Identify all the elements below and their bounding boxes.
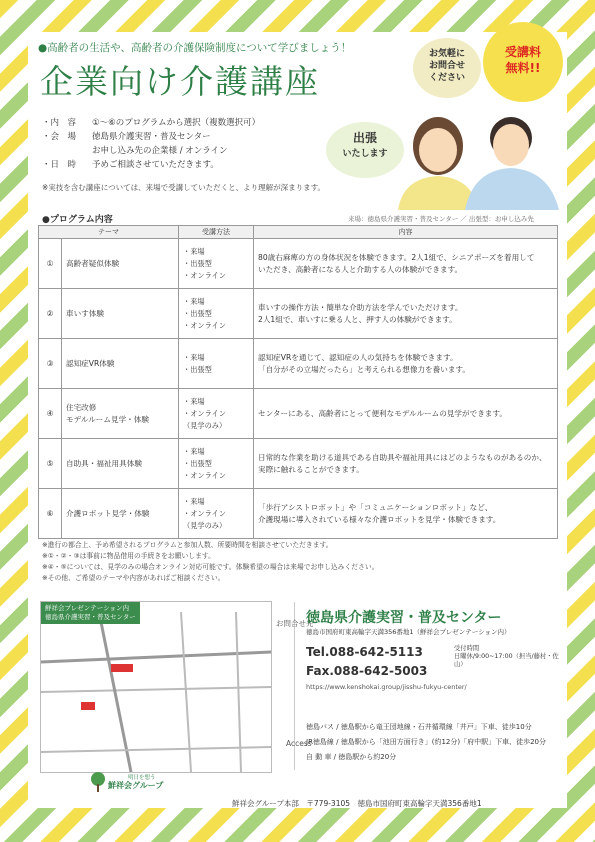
website-link[interactable]: https://www.kenshokai.group/jisshu-fukyu-center/ — [306, 683, 467, 691]
fax-number: Fax.088-642-5003 — [306, 664, 428, 678]
center-name: 徳島県介護実習・普及センター — [306, 610, 502, 626]
access-map — [40, 601, 272, 773]
phone-number[interactable]: Tel.088-642-5113 — [306, 645, 423, 659]
course-info: ・内 容 ①～⑥のプログラムから選択（複数選択可） ・会 場 徳島県介護実習・普及センター お申し込み先の企業様 / オンライン ・日 時 予めご相談させていただきます。 — [42, 118, 261, 170]
contact-label: お問合せ先 — [276, 619, 314, 628]
tree-logo-icon — [90, 772, 106, 792]
flyer-sheet — [28, 32, 567, 808]
table-row: ④ 住宅改修 モデルルーム見学・体験 ・来場 ・オンライン （見学のみ） センターにある、高齢者にとって便利なモデルルームの見学ができます。 — [39, 389, 558, 439]
access-label: Access — [286, 739, 312, 748]
office-hours: 受付時間 日曜休/9:00~17:00（担当/藤村・佐山） — [454, 645, 559, 668]
page-title: 企業向け介護講座 — [40, 62, 320, 101]
group-logo: 鮮祥会グループ — [108, 781, 164, 790]
contact-bubble: お気軽に お問合せ ください — [413, 38, 481, 98]
table-row: ① 高齢者疑似体験 ・来場 ・出張型 ・オンライン 80歳右麻痺の方の身体状況を体験できます。2人1組で、シニアポーズを着用して いただき、高齢者になる人と介助する人の体験ができます。 — [39, 239, 558, 289]
dispatch-bubble: 出張 いたします — [326, 122, 404, 178]
table-row: ② 車いす体験 ・来場 ・出張型 ・オンライン 車いすの操作方法・簡単な介助方法を学んでいただけます。 2人1組で、車いすに乗る人と、押す人の体験ができます。 — [39, 289, 558, 339]
map-label: 鮮祥会プレゼンテーション内 徳島県介護実習・普及センター — [41, 602, 140, 624]
people-illustration — [393, 100, 565, 210]
lead-text: ●高齢者の生活や、高齢者の介護保険制度について学びましょう！ — [38, 42, 352, 54]
program-table — [38, 225, 558, 539]
table-header-row: テーマ 受講方法 内容 — [39, 226, 558, 239]
info-note: ※実技を含む講座については、来場で受講していただくと、より理解が深まります。 — [42, 183, 326, 192]
center-address: 徳島市国府町東高輪字天満356番地1（鮮祥会プレゼンテーション内） — [306, 628, 511, 636]
access-info: 徳島バス / 徳島駅から竜王団地線・石井循環線「井戸」下車、徒歩10分 JR徳島線 / 徳島駅から「池田方面行き」(約12分)「府中駅」下車、徒歩20分 自 動 車 / 徳島駅から約20分 — [306, 723, 547, 761]
program-heading: ●プログラム内容 — [42, 215, 113, 225]
headquarters-address: 鮮祥会グループ本部 〒779-3105 徳島市国府町東高輪字天満356番地1 — [232, 799, 482, 808]
table-row: ⑤ 自助具・福祉用具体験 ・来場 ・出張型 ・オンライン 日常的な作業を助ける道具である自助具や福祉用具にはどのようなものがあるのか、実際に触れることができます。 — [39, 439, 558, 489]
map-roads — [41, 602, 271, 772]
logo-tagline: 明日を想う — [128, 775, 156, 781]
table-row: ③ 認知症VR体験 ・来場 ・出張型 認知症VRを通じて、認知症の人の気持ちを体験できます。 「自分がその立場だったら」と考えられる想像力を養います。 — [39, 339, 558, 389]
footnotes: ※進行の都合上、予め希望されるプログラムと参加人数、所要時間を相談させていただきます。 ※①・②・③は事前に物品借用の手続きをお願いします。 ※④・⑤については、見学のみの場合オンライン対応可能です。体験希望の場合は来場でお申し込みください。 ※その他、ご希望のテーマや内容があればご相談ください。 — [42, 541, 379, 582]
table-row: ⑥ 介護ロボット見学・体験 ・来場 ・オンライン （見学のみ） 「歩行アシストロボット」や「コミュニケーションロボット」など、 介護現場に導入されている様々な介護ロボットを見学・体験できます。 — [39, 489, 558, 539]
free-bubble: 受講料 無料!! — [483, 22, 563, 102]
program-source: 来場：徳島県介護実習・普及センター ／ 出張型：お申し込み先 — [348, 215, 534, 223]
